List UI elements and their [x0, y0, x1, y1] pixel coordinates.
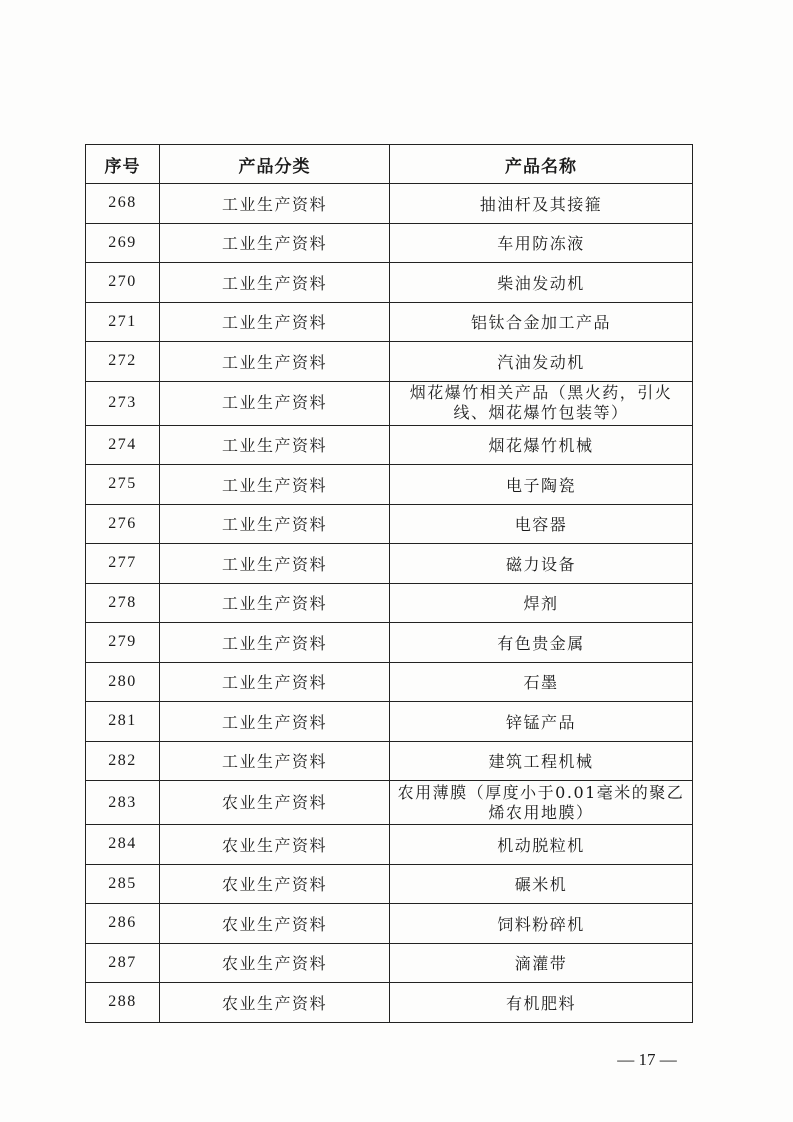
row-product-name: 碾米机 — [390, 864, 693, 904]
table-row — [86, 342, 693, 382]
row-product-category: 工业生产资料 — [160, 544, 390, 584]
row-product-category: 工业生产资料 — [160, 184, 390, 224]
table-row — [86, 781, 693, 825]
row-product-category: 工业生产资料 — [160, 425, 390, 465]
row-product-name: 抽油杆及其接箍 — [390, 184, 693, 224]
table-row — [86, 825, 693, 865]
table-row — [86, 302, 693, 342]
table-row — [86, 943, 693, 983]
row-product-name: 柴油发动机 — [390, 263, 693, 303]
row-product-category: 工业生产资料 — [160, 302, 390, 342]
table-row — [86, 864, 693, 904]
table-row — [86, 504, 693, 544]
product-table — [85, 144, 693, 1023]
table-row — [86, 583, 693, 623]
row-product-category: 农业生产资料 — [160, 943, 390, 983]
row-product-name: 电子陶瓷 — [390, 465, 693, 505]
table-row — [86, 741, 693, 781]
row-product-category: 工业生产资料 — [160, 342, 390, 382]
row-product-category: 工业生产资料 — [160, 465, 390, 505]
row-product-name: 电容器 — [390, 504, 693, 544]
header-product-name: 产品名称 — [390, 145, 693, 184]
row-serial-number: 280 — [86, 662, 160, 702]
table-row — [86, 702, 693, 742]
table-row — [86, 983, 693, 1023]
row-product-name: 饲料粉碎机 — [390, 904, 693, 944]
row-serial-number: 279 — [86, 623, 160, 663]
row-product-category: 农业生产资料 — [160, 864, 390, 904]
row-serial-number: 278 — [86, 583, 160, 623]
row-serial-number: 270 — [86, 263, 160, 303]
row-serial-number: 284 — [86, 825, 160, 865]
row-product-name: 汽油发动机 — [390, 342, 693, 382]
row-serial-number: 273 — [86, 381, 160, 425]
row-product-category: 工业生产资料 — [160, 263, 390, 303]
row-product-category: 工业生产资料 — [160, 381, 390, 425]
table-row — [86, 223, 693, 263]
row-product-category: 工业生产资料 — [160, 223, 390, 263]
row-product-name: 磁力设备 — [390, 544, 693, 584]
row-product-category: 工业生产资料 — [160, 702, 390, 742]
row-serial-number: 272 — [86, 342, 160, 382]
table-row — [86, 425, 693, 465]
row-product-name: 滴灌带 — [390, 943, 693, 983]
row-product-category: 农业生产资料 — [160, 983, 390, 1023]
row-serial-number: 274 — [86, 425, 160, 465]
table-row — [86, 465, 693, 505]
row-product-category: 工业生产资料 — [160, 741, 390, 781]
row-product-name: 机动脱粒机 — [390, 825, 693, 865]
table-body — [86, 184, 693, 1023]
table-row — [86, 662, 693, 702]
table-row — [86, 263, 693, 303]
table-row — [86, 381, 693, 425]
row-product-name: 焊剂 — [390, 583, 693, 623]
row-serial-number: 276 — [86, 504, 160, 544]
row-serial-number: 282 — [86, 741, 160, 781]
row-product-name: 农用薄膜（厚度小于0.01毫米的聚乙烯农用地膜） — [390, 781, 693, 825]
row-serial-number: 281 — [86, 702, 160, 742]
row-serial-number: 287 — [86, 943, 160, 983]
row-product-name: 有色贵金属 — [390, 623, 693, 663]
row-serial-number: 283 — [86, 781, 160, 825]
table-row — [86, 184, 693, 224]
row-product-name: 烟花爆竹相关产品（黑火药，引火线、烟花爆竹包装等） — [390, 381, 693, 425]
row-product-name: 锌锰产品 — [390, 702, 693, 742]
row-product-category: 农业生产资料 — [160, 904, 390, 944]
row-serial-number: 288 — [86, 983, 160, 1023]
row-product-category: 工业生产资料 — [160, 583, 390, 623]
row-serial-number: 268 — [86, 184, 160, 224]
table-row — [86, 904, 693, 944]
row-serial-number: 277 — [86, 544, 160, 584]
row-product-category: 工业生产资料 — [160, 623, 390, 663]
row-serial-number: 269 — [86, 223, 160, 263]
row-product-category: 工业生产资料 — [160, 662, 390, 702]
header-serial-number: 序号 — [86, 145, 160, 184]
header-product-category: 产品分类 — [160, 145, 390, 184]
row-product-name: 建筑工程机械 — [390, 741, 693, 781]
table-row — [86, 544, 693, 584]
page-number: — 17 — — [617, 1050, 677, 1069]
row-product-category: 农业生产资料 — [160, 825, 390, 865]
row-serial-number: 275 — [86, 465, 160, 505]
row-product-name: 铝钛合金加工产品 — [390, 302, 693, 342]
row-product-category: 农业生产资料 — [160, 781, 390, 825]
row-product-name: 烟花爆竹机械 — [390, 425, 693, 465]
row-product-name: 石墨 — [390, 662, 693, 702]
table-header-row — [86, 145, 693, 184]
row-serial-number: 285 — [86, 864, 160, 904]
row-serial-number: 286 — [86, 904, 160, 944]
row-serial-number: 271 — [86, 302, 160, 342]
row-product-name: 有机肥料 — [390, 983, 693, 1023]
row-product-name: 车用防冻液 — [390, 223, 693, 263]
row-product-category: 工业生产资料 — [160, 504, 390, 544]
table-row — [86, 623, 693, 663]
